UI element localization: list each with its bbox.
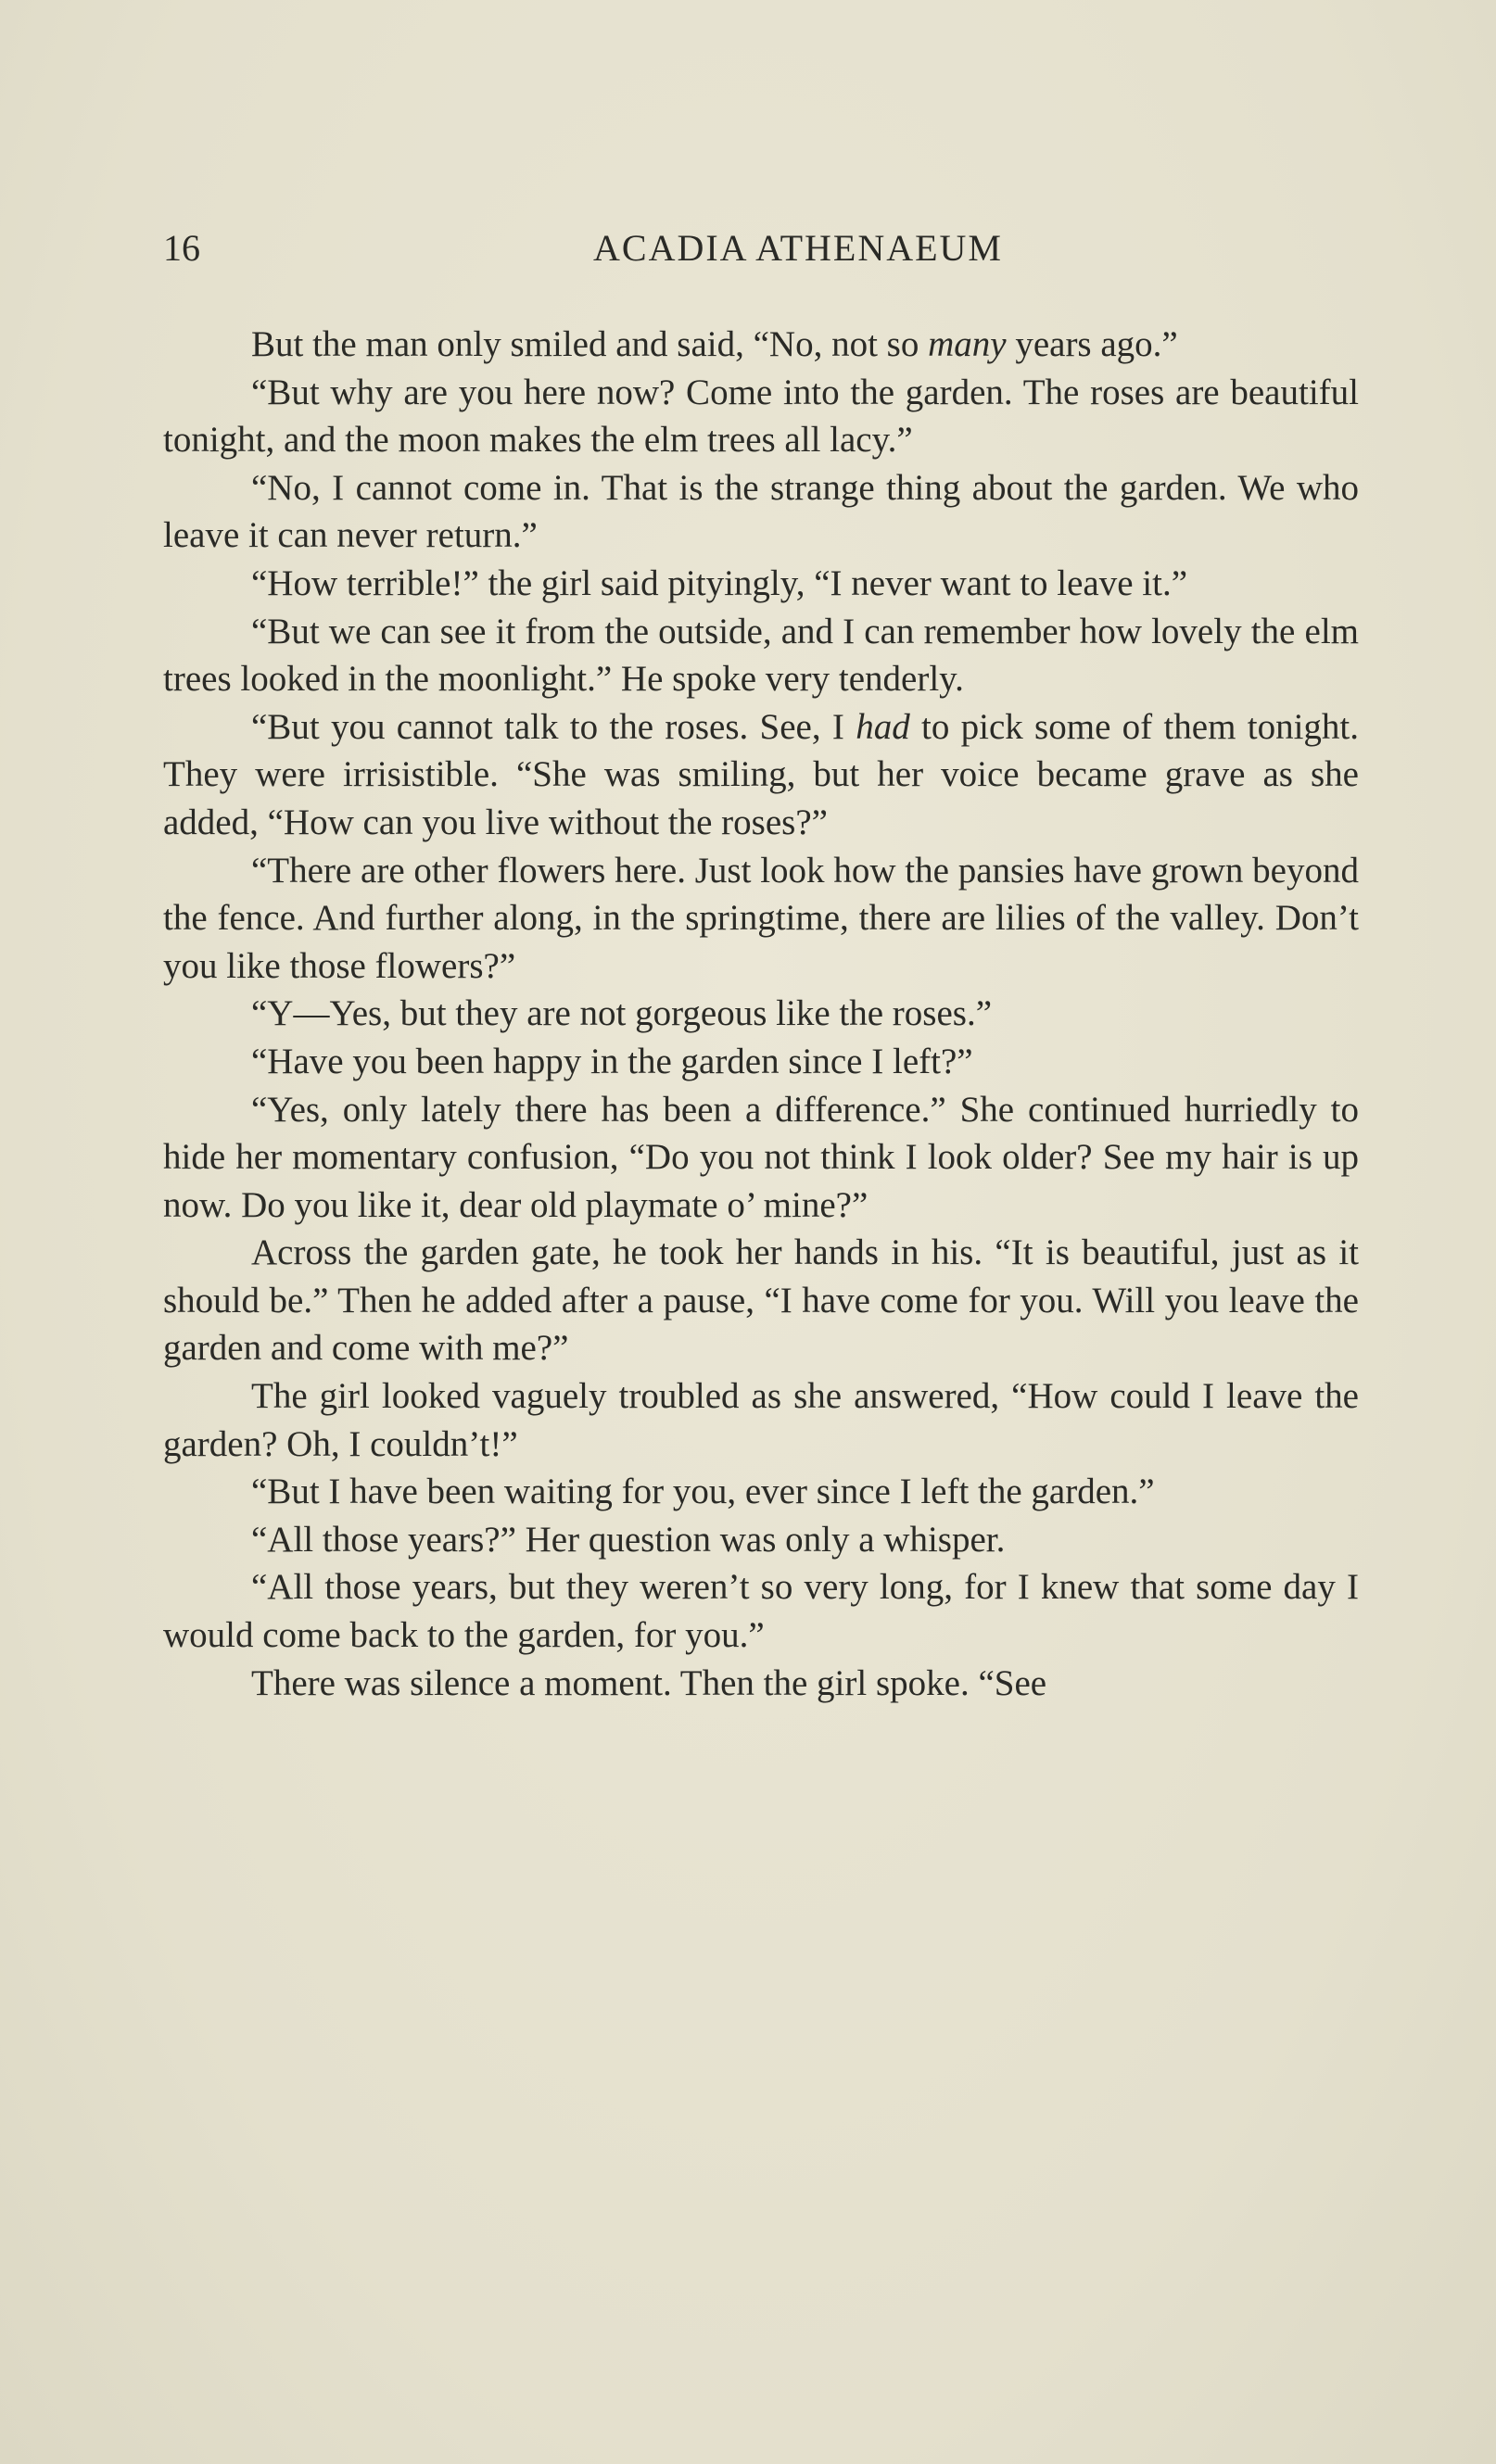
emphasis: many xyxy=(928,324,1007,364)
paragraph: “No, I cannot come in. That is the strange thing about the garden. We who leave it can never return.” xyxy=(163,467,1359,556)
paragraph: “How terrible!” the girl said pityingly, “I never want to leave it.” xyxy=(251,562,1188,603)
running-head: ACADIA ATHENAEUM xyxy=(593,227,1003,269)
paragraph: “But I have been waiting for you, ever since I left the garden.” xyxy=(251,1472,1155,1512)
paragraph: “There are other flowers here. Just look how the pansies have grown beyond the fence. And further along, in the springtime, there are lilies of the valley. Don’t you like those flowers?” xyxy=(163,850,1359,986)
paragraph: Across the garden gate, he took her hands in his. “It is beautiful, just as it should be.” Then he added after a pause, “I have come for you. Will you leave the garden and come with me?” xyxy=(163,1232,1359,1369)
paragraph: There was silence a moment. Then the girl spoke. “See xyxy=(251,1662,1047,1703)
paragraph: “Have you been happy in the garden since I left?” xyxy=(251,1041,973,1081)
emphasis: had xyxy=(856,706,910,747)
paragraph: “But why are you here now? Come into the garden. The roses are beautiful tonight, and the moon makes the elm trees all lacy.” xyxy=(163,372,1359,461)
paragraph: “All those years, but they weren’t so very long, for I knew that some day I would come back to the garden, for you.” xyxy=(163,1567,1359,1656)
paragraph: “Y—Yes, but they are not gorgeous like the roses.” xyxy=(251,993,993,1034)
paragraph: “All those years?” Her question was only a whisper. xyxy=(251,1519,1006,1560)
paragraph: “But we can see it from the outside, and I can remember how lovely the elm trees looked in the moonlight.” He spoke very tenderly. xyxy=(163,611,1359,700)
page-header xyxy=(163,222,1359,274)
story-text xyxy=(163,321,1359,1707)
paragraph: “But you cannot talk to the roses. See, I had to pick some of them tonight. They were irrisistible. “She was smiling, but her voice became grave as she added, “How can you live without the roses?” xyxy=(163,706,1359,842)
paragraph: “Yes, only lately there has been a difference.” She continued hurriedly to hide her momentary confusion, “Do you not think I look older? See my hair is up now. Do you like it, dear old playmate o’ mine?” xyxy=(163,1089,1359,1225)
paragraph: But the man only smiled and said, “No, not so many years ago.” xyxy=(251,324,1178,364)
paragraph: The girl looked vaguely troubled as she answered, “How could I leave the garden? Oh, I couldn’t!” xyxy=(163,1376,1359,1464)
page-number: 16 xyxy=(163,227,200,269)
